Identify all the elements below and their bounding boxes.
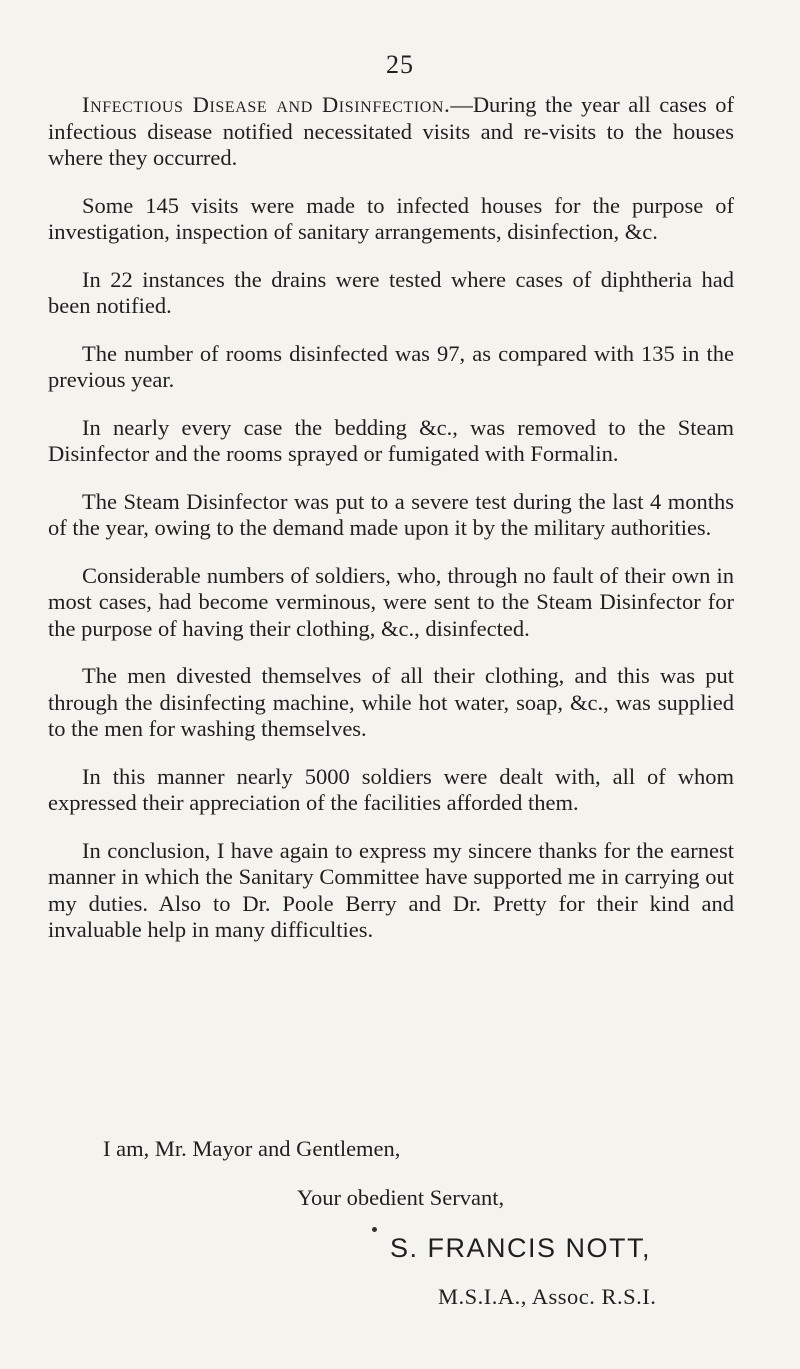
page-number: 25	[386, 50, 414, 79]
closing-servant: Your obedient Servant,	[297, 1185, 505, 1210]
paragraph-soldiers: Considerable numbers of soldiers, who, through no fault of their own in most cases, had become verminous, were sent to the Steam Disinfector for the purpose of having their clothing, &c., disinfected.	[48, 562, 734, 641]
paragraph-appreciation: In this manner nearly 5000 soldiers were dealt with, all of whom expressed their appreciation of the facilities afforded them.	[48, 763, 734, 815]
section-heading: Infectious Disease and Disinfection.	[82, 92, 451, 117]
paragraph-text: —During the year all cases of infectious disease notified necessitated visits and re-visits to the houses where they occurred.	[48, 92, 735, 170]
closing-salutation: I am, Mr. Mayor and Gentlemen,	[103, 1136, 401, 1161]
paragraph-visits: Some 145 visits were made to infected houses for the purpose of investigation, inspection of sanitary arrangements, disinfection, &c.	[48, 192, 734, 244]
signature-name: S. FRANCIS NOTT,	[390, 1233, 652, 1263]
paragraph-infectious-disease	[48, 92, 734, 172]
paragraph-steam-test: The Steam Disinfector was put to a severe test during the last 4 months of the year, owing to the demand made upon it by the military authorities.	[48, 488, 734, 540]
paragraph-rooms: The number of rooms disinfected was 97, as compared with 135 in the previous year.	[48, 340, 734, 392]
ink-dot-mark	[372, 1227, 377, 1232]
paragraph-drains: In 22 instances the drains were tested where cases of diphtheria had been notified.	[48, 266, 734, 318]
report-body	[48, 92, 734, 965]
paragraph-conclusion: In conclusion, I have again to express my sincere thanks for the earnest manner in which the Sanitary Committee have supported me in carrying out my duties. Also to Dr. Poole Berry and Dr. Pretty for their kind and invaluable help in many difficulties.	[48, 837, 734, 942]
signature-credentials: M.S.I.A., Assoc. R.S.I.	[438, 1284, 657, 1309]
paragraph-bedding: In nearly every case the bedding &c., was removed to the Steam Disinfector and the rooms sprayed or fumigated with Formalin.	[48, 414, 734, 466]
paragraph-clothing: The men divested themselves of all their clothing, and this was put through the disinfecting machine, while hot water, soap, &c., was supplied to the men for washing themselves.	[48, 663, 734, 741]
